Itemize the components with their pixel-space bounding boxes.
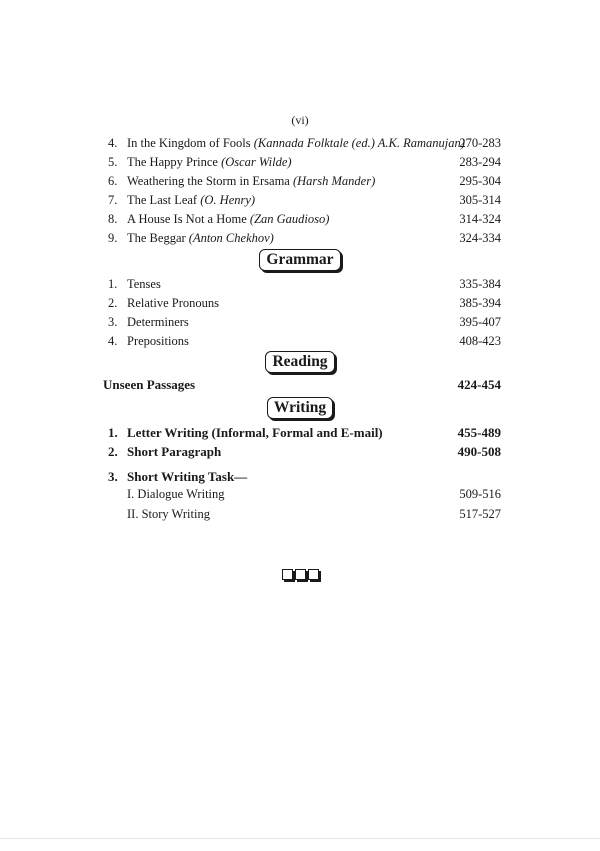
entry-pages: 295-304 — [459, 174, 501, 188]
entry-pages: 385-394 — [459, 296, 501, 310]
entry-number: 6. — [108, 174, 118, 188]
entry-title: Relative Pronouns — [127, 296, 220, 310]
page-number: (vi) — [291, 113, 309, 127]
section-heading-grammar — [0, 249, 600, 271]
toc-entry-unseen-passages — [103, 377, 501, 393]
entry-title: Short Paragraph — [127, 444, 222, 459]
entry-title-text: A House Is Not a Home — [127, 212, 247, 226]
toc-subentry — [127, 486, 501, 502]
entry-pages: 324-334 — [459, 231, 501, 245]
entry-pages: 395-407 — [459, 315, 501, 329]
toc-entry — [108, 135, 501, 151]
page-edge-divider — [0, 838, 600, 839]
entry-title — [127, 230, 274, 246]
entry-title — [127, 192, 255, 208]
entry-pages: 335-384 — [459, 277, 501, 291]
entry-title-text: The Last Leaf — [127, 193, 198, 207]
entry-number: 8. — [108, 212, 118, 226]
toc-entry — [108, 211, 501, 227]
end-of-section-marks — [0, 567, 600, 585]
entry-author: (O. Henry) — [200, 193, 256, 207]
entry-author: (Harsh Mander) — [292, 174, 376, 188]
entry-pages: 455-489 — [457, 425, 501, 440]
entry-title-text: The Happy Prince — [127, 155, 218, 169]
entry-number: 5. — [108, 155, 118, 169]
entry-author: (Oscar Wilde) — [221, 155, 292, 169]
entry-pages: 270-283 — [459, 136, 501, 150]
entry-number: 7. — [108, 193, 118, 207]
toc-subentry — [127, 506, 501, 522]
entry-number: 3. — [108, 469, 118, 484]
entry-pages: 424-454 — [457, 377, 501, 392]
toc-entry — [108, 154, 501, 170]
entry-title-text: Weathering the Storm in Ersama — [127, 174, 290, 188]
entry-title: Letter Writing (Informal, Formal and E-mail) — [127, 425, 383, 440]
entry-pages: 314-324 — [459, 212, 501, 226]
toc-entry — [108, 314, 501, 330]
entry-number: 9. — [108, 231, 118, 245]
entry-number: 2. — [108, 444, 118, 459]
toc-entry — [108, 444, 501, 460]
entry-author: (Zan Gaudioso) — [249, 212, 330, 226]
subentry-title: II. Story Writing — [127, 507, 210, 521]
toc-entry — [108, 230, 501, 246]
entry-number: 1. — [108, 425, 118, 440]
reading-heading-label: Reading — [265, 351, 334, 373]
entry-title: Prepositions — [127, 334, 189, 348]
section-heading-reading — [0, 351, 600, 373]
toc-entry — [108, 276, 501, 292]
entry-pages: 283-294 — [459, 155, 501, 169]
square-ornament-icon — [295, 569, 306, 580]
toc-entry — [108, 173, 501, 189]
entry-title-text: In the Kingdom of Fools — [127, 136, 251, 150]
entry-pages: 408-423 — [459, 334, 501, 348]
toc-entry — [108, 425, 501, 441]
entry-title: Tenses — [127, 277, 161, 291]
entry-number: 4. — [108, 334, 118, 348]
square-ornament-icon — [308, 569, 319, 580]
toc-entry — [108, 192, 501, 208]
subentry-pages: 517-527 — [459, 507, 501, 521]
toc-entry — [108, 295, 501, 311]
entry-title — [127, 135, 465, 151]
entry-title: Unseen Passages — [103, 377, 196, 392]
entry-number: 3. — [108, 315, 118, 329]
entry-title-text: The Beggar — [127, 231, 186, 245]
entry-pages: 490-508 — [457, 444, 501, 459]
entry-author: (Kannada Folktale (ed.) A.K. Ramanujan) — [253, 136, 465, 150]
subentry-title: I. Dialogue Writing — [127, 487, 225, 501]
toc-entry — [108, 333, 501, 349]
square-ornament-icon — [282, 569, 293, 580]
subentry-pages: 509-516 — [459, 487, 501, 501]
grammar-heading-label: Grammar — [259, 249, 340, 271]
entry-title: Short Writing Task— — [127, 469, 248, 484]
entry-number: 1. — [108, 277, 118, 291]
entry-title — [127, 173, 375, 189]
entry-pages: 305-314 — [459, 193, 501, 207]
entry-number: 4. — [108, 136, 118, 150]
toc-entry — [108, 469, 501, 485]
entry-title — [127, 154, 292, 170]
entry-author: (Anton Chekhov) — [188, 231, 274, 245]
writing-heading-label: Writing — [267, 397, 333, 419]
entry-number: 2. — [108, 296, 118, 310]
entry-title — [127, 211, 329, 227]
section-heading-writing — [0, 397, 600, 419]
entry-title: Determiners — [127, 315, 189, 329]
